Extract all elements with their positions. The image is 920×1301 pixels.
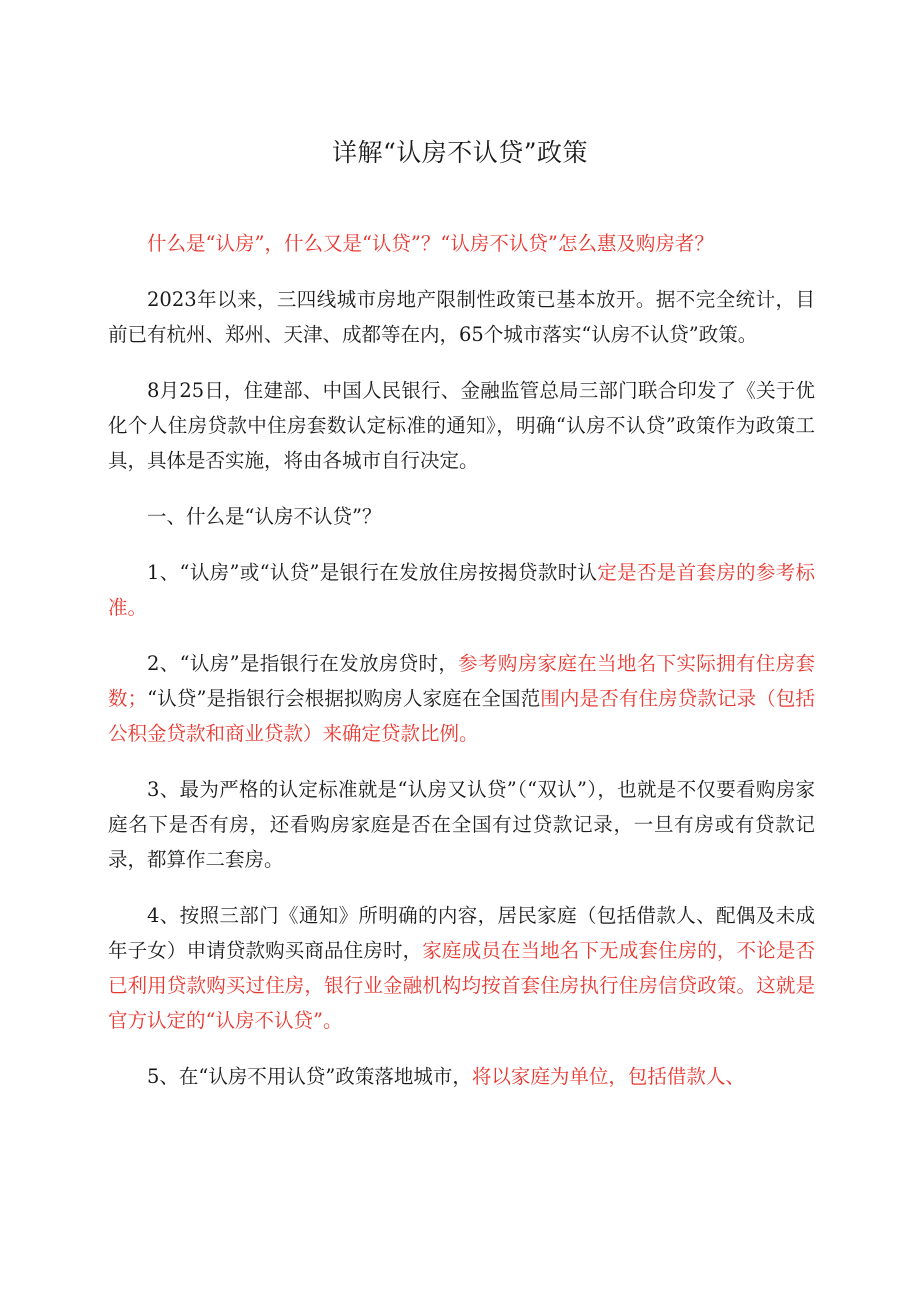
list-item-1 [108, 555, 815, 625]
list-item-2 [108, 646, 815, 751]
text-segment: 3、最为严格的认定标准就是“认房又认贷”（“双认”），也就是不仅要看购房家庭名下是否有房，还看购房家庭是否在全国有过贷款记录，一旦有房或有贷款记录，都算作二套房。 [108, 778, 815, 871]
highlight-segment: 参考购房家庭在当地名下实际拥有住房套数； [108, 652, 815, 710]
text-segment: 什么是“认房”，什么又是“认贷”？“认房不认贷”怎么惠及购房者？ [147, 232, 714, 255]
text-segment: “认贷”是指银行会根据拟购房人家庭在全国范 [147, 687, 541, 710]
text-segment: 2、“认房”是指银行在发放房贷时， [147, 652, 459, 675]
highlight-segment: 家庭成员在当地名下无成套住房的，不论是否已利用贷款购买过住房，银行业金融机构均按首套住房执行住房信贷政策。这就是官方认定的“认房不认贷”。 [108, 939, 815, 1032]
paragraph-intro-2 [108, 373, 815, 478]
text-segment: 8月25日，住建部、中国人民银行、金融监管总局三部门联合印发了《关于优化个人住房贷款中住房套数认定标准的通知》，明确“认房不认贷”政策作为政策工具，具体是否实施，将由各城市自行决定。 [108, 379, 815, 472]
paragraph-question [108, 226, 815, 261]
highlight-segment: 定是否是首套房的参考标准。 [108, 561, 815, 619]
text-segment: 4、按照三部门《通知》所明确的内容，居民家庭（包括借款人、配偶及未成年子女）申请贷款购买商品住房时， [108, 904, 815, 962]
highlight-segment: 将以家庭为单位，包括借款人、 [471, 1065, 745, 1088]
section-heading-1 [108, 499, 815, 534]
highlight-segment: 围内是否有住房贷款记录（包括公积金贷款和商业贷款）来确定贷款比例。 [108, 687, 815, 745]
text-segment: 2023年以来，三四线城市房地产限制性政策已基本放开。据不完全统计，目前已有杭州、郑州、天津、成都等在内，65个城市落实“认房不认贷”政策。 [108, 288, 815, 346]
list-item-4 [108, 898, 815, 1038]
text-segment: 1、“认房”或“认贷”是银行在发放住房按揭贷款时认 [147, 561, 598, 584]
text-segment: 5、在“认房不用认贷”政策落地城市， [147, 1065, 472, 1088]
document-body [108, 226, 815, 1115]
document-title: 详解“认房不认贷”政策 [331, 138, 589, 167]
list-item-5 [108, 1059, 815, 1094]
list-item-3 [108, 772, 815, 877]
paragraph-intro-1 [108, 282, 815, 352]
text-segment: 一、什么是“认房不认贷”？ [147, 505, 382, 528]
